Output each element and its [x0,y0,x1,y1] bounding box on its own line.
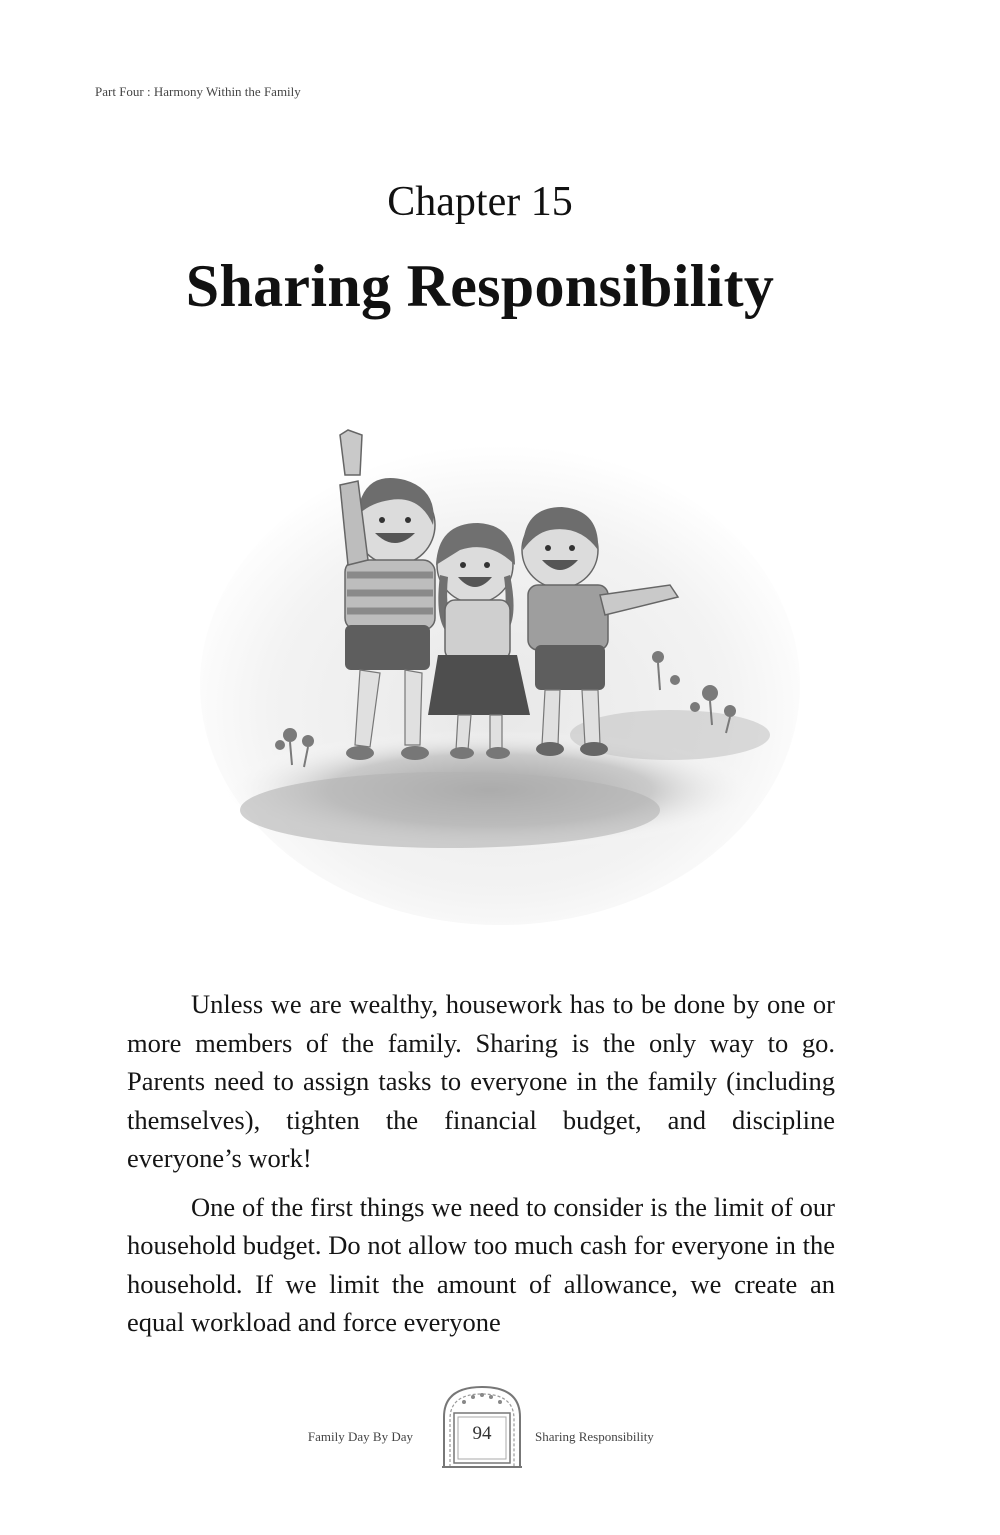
footer-chapter-title: Sharing Responsibility [535,1429,654,1444]
children-watercolor-illustration [190,415,810,925]
paragraph: Unless we are wealthy, housework has to be done by one or more members of the family. Sharing is the only way to go. Parents need to assign tasks to everyone in the family (including themselves), tighten the financial budget, and discipline everyone’s work! [127,989,835,1173]
chapter-title: Sharing Responsibility [185,253,775,319]
body-text [127,985,835,1352]
footer-book-title: Family Day By Day [307,1429,413,1444]
page-number: 94 [472,1423,492,1444]
running-header: Part Four : Harmony Within the Family [95,84,301,99]
chapter-number: Chapter 15 [387,179,573,225]
page-footer [0,1383,1000,1473]
paragraph: One of the first things we need to consider is the limit of our household budget. Do not allow too much cash for everyone in the household. If we limit the amount of allowance, we create an equal workload and force everyone [127,1191,835,1337]
